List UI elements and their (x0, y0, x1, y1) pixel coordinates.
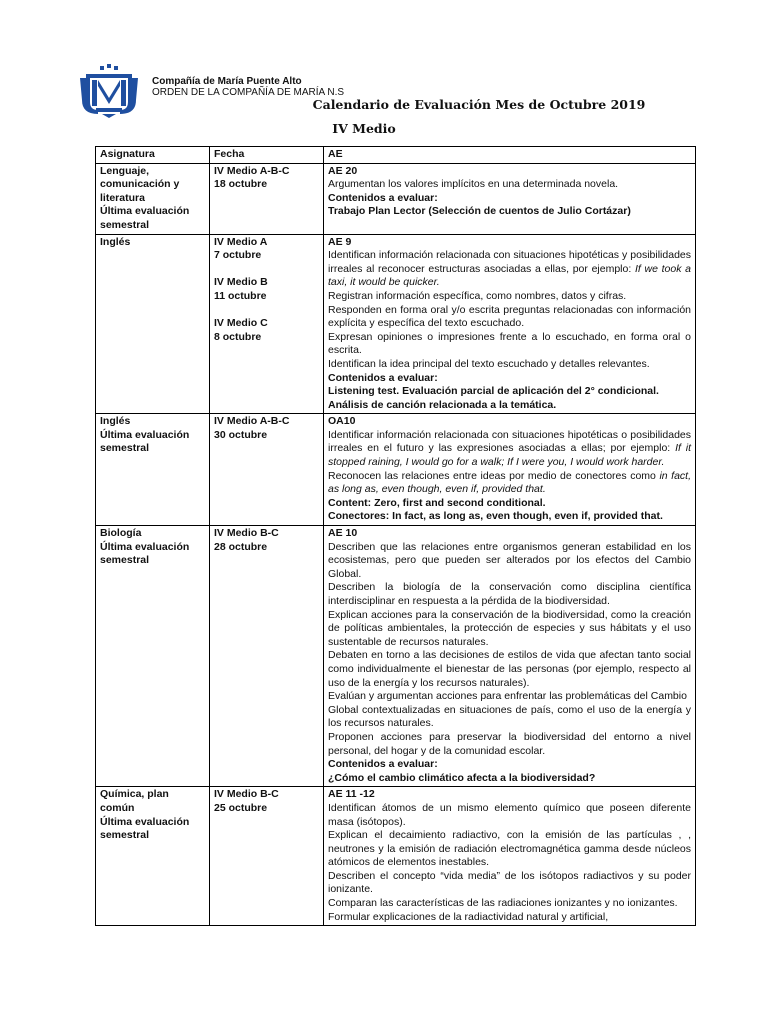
ae-cell (324, 414, 696, 526)
column-header: Fecha (210, 147, 324, 164)
contents-text: Análisis de canción relacionada a la temática. (328, 398, 557, 411)
subject-line: semestral (100, 554, 150, 567)
ae-text: Comparan las características de las radiaciones ionizantes y no ionizantes. (328, 897, 678, 910)
table-row (96, 414, 696, 526)
contents-text: ¿Cómo el cambio climático afecta a la biodiversidad? (328, 771, 596, 784)
table-header-row (96, 147, 696, 164)
ae-text: Identificar información relacionada con situaciones hipotéticas o posibilidades irreales en el futuro y las expresiones asociadas a ellas; por ejemplo: If it stopped raining, I would go for a walk; If I were you, I would work harder. (328, 428, 691, 469)
date-cell (210, 163, 324, 234)
date-line: IV Medio A-B-C (214, 415, 290, 428)
subject-cell (96, 234, 210, 414)
ae-text: Describen que las relaciones entre organismos generan estabilidad en los ecosistemas, pero que pueden ser alterados por los efectos del Cambio Global. (328, 540, 691, 580)
date-line: 30 octubre (214, 428, 268, 441)
ae-code: AE 10 (328, 527, 358, 540)
subject-line: Lenguaje, (100, 164, 150, 177)
ae-text: Identifican información relacionada con situaciones hipotéticas y posibilidades irreales al reconocer estructuras asociadas a ellas, por ejemplo: If we took a taxi, it would be quicker. (328, 249, 692, 289)
ae-text: Describen el concepto “vida media” de los isótopos radiactivos y su poder ionizante. (328, 869, 691, 896)
ae-code: OA10 (328, 415, 356, 428)
ae-text: Identifican la idea principal del texto escuchado y detalles relevantes. (328, 357, 650, 370)
ae-text: Expresan opiniones o impresiones frente a lo escuchado, en forma oral o escrita. (328, 330, 691, 357)
column-header: Asignatura (96, 147, 210, 164)
ae-text: Argumentan los valores implícitos en una determinada novela. (328, 178, 619, 191)
ae-text: Reconocen las relaciones entre ideas por medio de conectores como in fact, as long as, even though, even if, provided that. (328, 469, 692, 496)
subject-cell (96, 787, 210, 926)
ae-text: Global contextualizadas en situaciones de país, como el uso de la energía y los recursos naturales. (328, 703, 691, 730)
date-line: 25 octubre (214, 801, 268, 814)
subject-line: comunicación y (100, 178, 180, 191)
table-row (96, 787, 696, 926)
org-order: ORDEN DE LA COMPAÑÍA DE MARÍA N.S (152, 87, 345, 98)
table-row (96, 234, 696, 414)
date-line: IV Medio A (214, 235, 268, 248)
organization-header (152, 76, 344, 98)
subject-cell (96, 414, 210, 526)
subject-line: literatura (100, 191, 145, 204)
subject-line: Última evaluación (100, 428, 190, 441)
date-line: IV Medio B-C (214, 788, 279, 801)
ae-text: Formular explicaciones de la radiactividad natural y artificial, (328, 910, 609, 923)
date-line: 8 octubre (214, 330, 262, 343)
ae-text: Identifican átomos de un mismo elemento químico que poseen diferente masa (isótopos). (328, 801, 691, 828)
column-header: AE (324, 147, 696, 164)
contents-text: Listening test. Evaluación parcial de aplicación del 2° condicional. (328, 385, 659, 398)
ae-text: Explican el decaimiento radiactivo, con la emisión de las partículas , , neutrones y la emisión de radiación electromagnética gamma desde núcleos atómicos de elementos inestables. (328, 829, 691, 869)
date-line: IV Medio B (214, 276, 268, 289)
subject-line: semestral (100, 829, 150, 842)
subject-line: Última evaluación (100, 205, 190, 218)
ae-code: AE 20 (328, 164, 358, 177)
date-cell (210, 414, 324, 526)
subject-line: Inglés (100, 415, 131, 428)
contents-text: Conectores: In fact, as long as, even though, even if, provided that. (328, 510, 663, 523)
subject-line: semestral (100, 442, 150, 455)
ae-cell (324, 234, 696, 414)
ae-text: Describen la biología de la conservación como disciplina científica interdisciplinar en respuesta a la pérdida de la biodiversidad. (328, 581, 691, 607)
ae-text: Responden en forma oral y/o escrita preguntas relacionadas con información explícita y específica del texto escuchado. (328, 303, 691, 330)
table-row (96, 163, 696, 234)
subject-line: Química, plan (100, 788, 169, 801)
table-row (96, 526, 696, 787)
date-line: 18 octubre (214, 178, 268, 191)
contents-label: Contenidos a evaluar: (328, 191, 438, 204)
ae-cell (324, 787, 696, 926)
date-cell (210, 787, 324, 926)
ae-text: Registran información específica, como nombres, datos y cifras. (328, 289, 627, 302)
date-line: 7 octubre (214, 249, 262, 262)
date-cell (210, 526, 324, 787)
evaluation-table (95, 146, 696, 926)
subject-line: Inglés (100, 235, 131, 248)
subject-line: Última evaluación (100, 815, 190, 828)
page-title: Calendario de Evaluación Mes de Octubre 2019 (312, 97, 646, 112)
contents-label: Contenidos a evaluar: (328, 371, 438, 384)
subject-line: Última evaluación (100, 540, 190, 553)
date-line: IV Medio C (214, 317, 268, 330)
date-line: IV Medio A-B-C (214, 164, 290, 177)
ae-text: Explican acciones para la conservación de la biodiversidad, como la creación de políticas ambientales, la protección de especies y sus hábitats y el uso sustentable de recursos naturales. (328, 608, 691, 648)
ae-code: AE 9 (328, 235, 352, 248)
subject-cell (96, 526, 210, 787)
subject-cell (96, 163, 210, 234)
ae-code: AE 11 -12 (328, 788, 375, 801)
date-line: 28 octubre (214, 540, 268, 553)
date-line: IV Medio B-C (214, 527, 279, 540)
subject-line: común (100, 801, 135, 814)
ae-cell (324, 526, 696, 787)
contents-label: Contenidos a evaluar: (328, 758, 438, 771)
subject-line: Biología (100, 527, 142, 540)
date-line: 11 octubre (214, 289, 267, 302)
org-name: Compañía de María Puente Alto (152, 76, 302, 87)
subject-line: semestral (100, 218, 150, 231)
ae-text: Proponen acciones para preservar la biodiversidad del entorno a nivel personal, del hogar y de la comunidad escolar. (328, 730, 691, 757)
ae-text: Evalúan y argumentan acciones para enfrentar las problemáticas del Cambio (328, 690, 687, 703)
page-subtitle: IV Medio (332, 121, 396, 136)
date-cell (210, 234, 324, 414)
ae-cell (324, 163, 696, 234)
contents-text: Content: Zero, first and second conditional. (328, 496, 546, 509)
ae-text: Debaten en torno a las decisiones de estilos de vida que afectan tanto social como individualmente el bienestar de las personas (por ejemplo, respecto al uso de la energía y los recursos naturales). (328, 649, 691, 689)
contents-text: Trabajo Plan Lector (Selección de cuentos de Julio Cortázar) (328, 205, 631, 218)
